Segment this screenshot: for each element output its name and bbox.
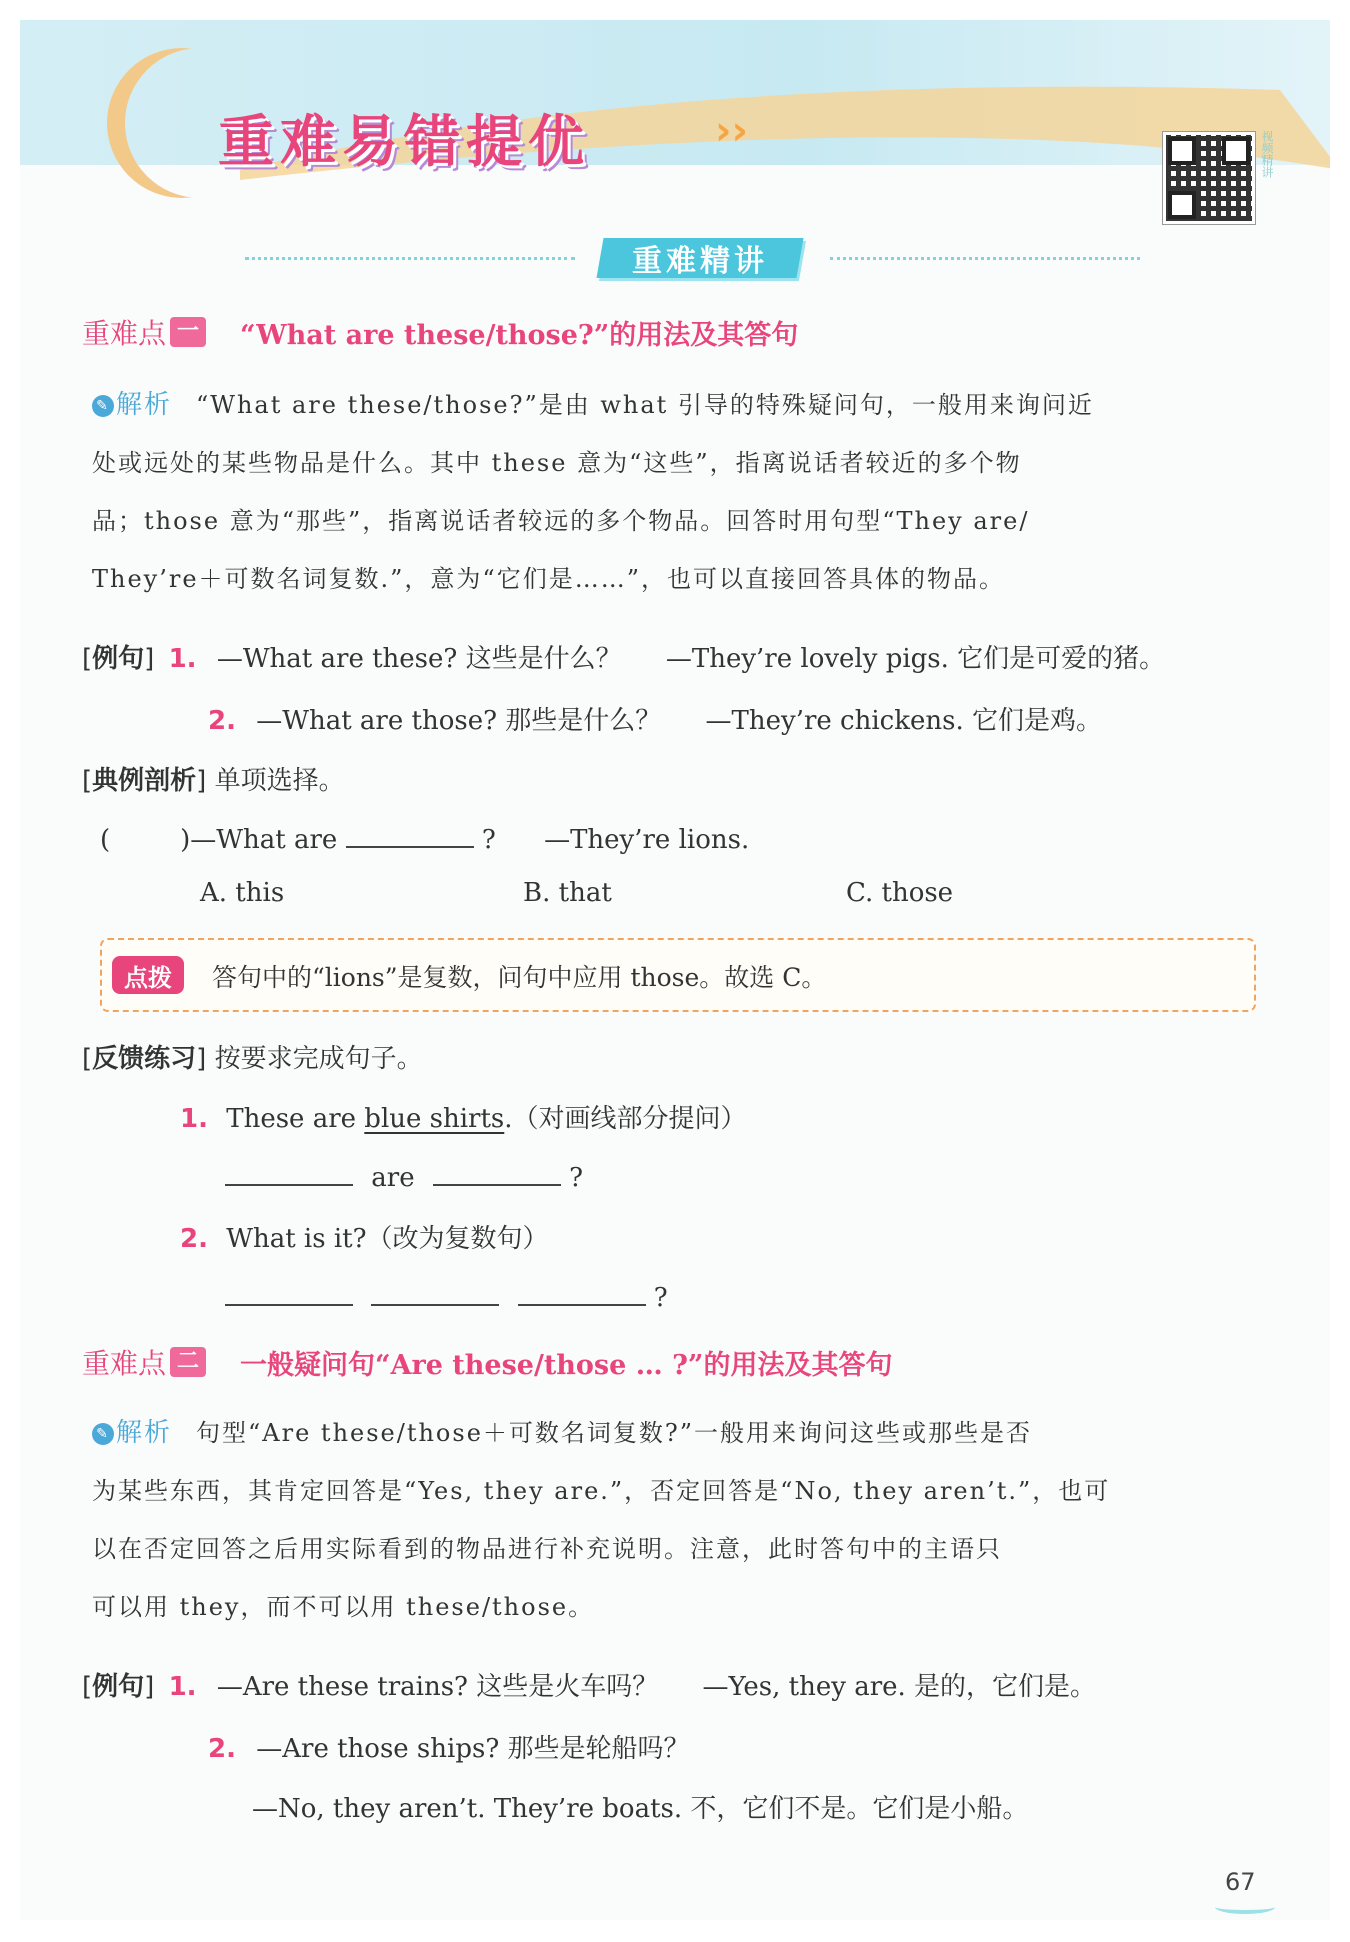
section-tag-row — [245, 238, 1145, 278]
point2-example-2-answer: —No, they aren’t. They’re boats. 不，它们不是。它们是小船。 — [252, 1794, 1029, 1824]
tip-text: 答句中的“lions”是复数，问句中应用 those。故选 C。 — [212, 963, 827, 992]
point2-example-1: [例句] 1. —Are these trains? 这些是火车吗？ —Yes, they are. 是的，它们是。 — [82, 1672, 1097, 1702]
point2-heading: 重难点 二 一般疑问句“Are these/those … ?”的用法及其答句 — [82, 1342, 892, 1382]
typical-example-header: [典例剖析] 单项选择。 — [82, 766, 345, 796]
point1-number-badge: 一 — [170, 317, 206, 347]
title-arrows-icon: ›› — [715, 108, 748, 154]
qr-code-icon[interactable] — [1163, 132, 1255, 224]
choice-option-c[interactable]: C. those — [846, 878, 954, 908]
exercise-2-answer: ? — [225, 1278, 668, 1313]
tip-badge: 点拨 — [112, 956, 184, 994]
pen-icon: ✎ — [92, 1423, 114, 1445]
page-number: 67 — [1225, 1868, 1256, 1896]
answer-blank[interactable] — [346, 820, 474, 848]
textbook-page — [20, 20, 1330, 1920]
analysis-label: ✎ 解析 — [92, 1418, 172, 1448]
answer-blank[interactable] — [225, 1158, 353, 1186]
section-tag: 重难精讲 — [596, 238, 803, 278]
point1-heading: 重难点 一 “What are these/those?”的用法及其答句 — [82, 312, 798, 352]
page-number-decoration — [1215, 1900, 1275, 1914]
point1-example-1: [例句] 1. —What are these? 这些是什么？ —They’re lovely pigs. 它们是可爱的猪。 — [82, 644, 1166, 674]
page-title: 重难易错提优 — [218, 110, 590, 175]
choice-option-a[interactable]: A. this — [200, 878, 285, 908]
answer-blank[interactable] — [225, 1278, 353, 1306]
exercise-1: 1. These are blue shirts.（对画线部分提问） — [180, 1104, 747, 1134]
analysis-label: ✎ 解析 — [92, 390, 172, 420]
qr-label: 视频精讲 — [1260, 130, 1274, 178]
point2-example-2-question: 2. —Are those ships? 那些是轮船吗？ — [208, 1734, 690, 1764]
answer-blank[interactable] — [518, 1278, 646, 1306]
point1-example-2: 2. —What are those? 那些是什么？ —They’re chickens. 它们是鸡。 — [208, 706, 1102, 736]
answer-blank[interactable] — [433, 1158, 561, 1186]
point2-number-badge: 二 — [170, 1347, 206, 1377]
point1-analysis: ✎ 解析 “What are these/those?”是由 what 引导的特殊疑问句，一般用来询问近 处或远处的某些物品是什么。其中 these 意为“这些”，指离说话者较近的多个物 品；those 意为“那些”，指离说话者较远的多个物品。回答时用句型“They are/ They’re＋可数名词复数.”，意为“它们是……”，也可以直接回答具体的物品。 — [92, 390, 1094, 593]
answer-blank[interactable] — [371, 1278, 499, 1306]
tip-box — [100, 938, 1256, 1012]
point2-analysis: ✎ 解析 句型“Are these/those＋可数名词复数?”一般用来询问这些或那些是否 为某些东西，其肯定回答是“Yes, they are.”，否定回答是“No, they aren’t.”，也可 以在否定回答之后用实际看到的物品进行补充说明。注意，此时答句中的主语只 可以用 they，而不可以用 these/those。 — [92, 1418, 1111, 1621]
exercise-2: 2. What is it?（改为复数句） — [180, 1224, 549, 1254]
exercise-1-answer: are ? — [225, 1158, 583, 1193]
choice-question: ( )—What are ? —They’re lions. — [100, 820, 749, 855]
feedback-header: [反馈练习] 按要求完成句子。 — [82, 1044, 423, 1074]
point1-title: “What are these/those?”的用法及其答句 — [240, 319, 799, 351]
choice-option-b[interactable]: B. that — [523, 878, 612, 908]
point2-title: 一般疑问句“Are these/those … ?”的用法及其答句 — [240, 1349, 893, 1381]
pen-icon: ✎ — [92, 395, 114, 417]
